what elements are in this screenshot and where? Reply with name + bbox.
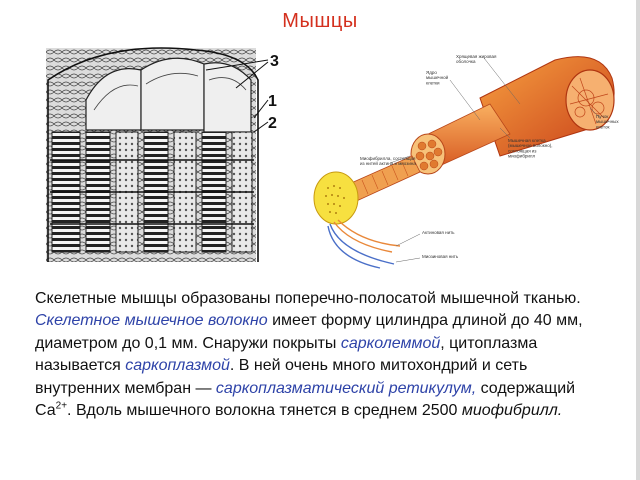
label-myosin: Миозиновая нить bbox=[422, 254, 459, 259]
label-nucleus: Ядро мышечной клетки bbox=[426, 70, 449, 86]
left-label-2: 2 bbox=[268, 115, 277, 132]
text-segment: имеет форму цилиндра длиной до 40 мм, диаметром до 0,1 мм. Снаружи покрыты bbox=[35, 312, 583, 352]
muscle-fiber-micro-drawing bbox=[46, 40, 286, 262]
text-segment: . В ней очень много митохондрий и сеть внутренних мембран — bbox=[35, 357, 528, 397]
left-label-3: 3 bbox=[270, 53, 279, 70]
term-myofibrils: миофибрилл. bbox=[461, 402, 563, 420]
term-sarcoplasmic-reticulum: саркоплазматический ретикулум, bbox=[215, 379, 477, 397]
muscle-hierarchy-illustration bbox=[300, 38, 630, 270]
text-segment: Скелетные мышцы образованы поперечно-полосатой мышечной тканью. bbox=[35, 290, 581, 307]
text-segment: , цитоплазма называется bbox=[35, 334, 538, 375]
label-cell-bundle: Пучок мышечных клеток bbox=[596, 114, 619, 130]
superscript-charge: 2+ bbox=[55, 400, 68, 412]
body-paragraph bbox=[35, 288, 610, 422]
label-myofibril: Миофибрилла, состоящая из нитей актина и миозина bbox=[360, 156, 416, 167]
text-segment: содержащий Са bbox=[35, 379, 576, 420]
label-muscle-cell: Мышечная клетка (мышечное волокно), состоящая из миофибрилл bbox=[508, 138, 553, 159]
text-segment: . Вдоль мышечного волокна тянется в среднем 2500 bbox=[67, 402, 462, 420]
label-connective-sheath: Хрящевая жировая оболочка bbox=[456, 54, 497, 65]
term-sarcolemma: сарколеммой bbox=[340, 334, 441, 352]
slide-title: Мышцы bbox=[282, 10, 358, 32]
term-sarcoplasm: саркоплазмой bbox=[125, 357, 230, 375]
term-skeletal-fiber: Скелетное мышечное волокно bbox=[35, 312, 268, 330]
left-label-1: 1 bbox=[268, 93, 277, 110]
slide-edge-bar bbox=[636, 0, 640, 480]
label-actin: Актиновая нить bbox=[422, 230, 455, 235]
